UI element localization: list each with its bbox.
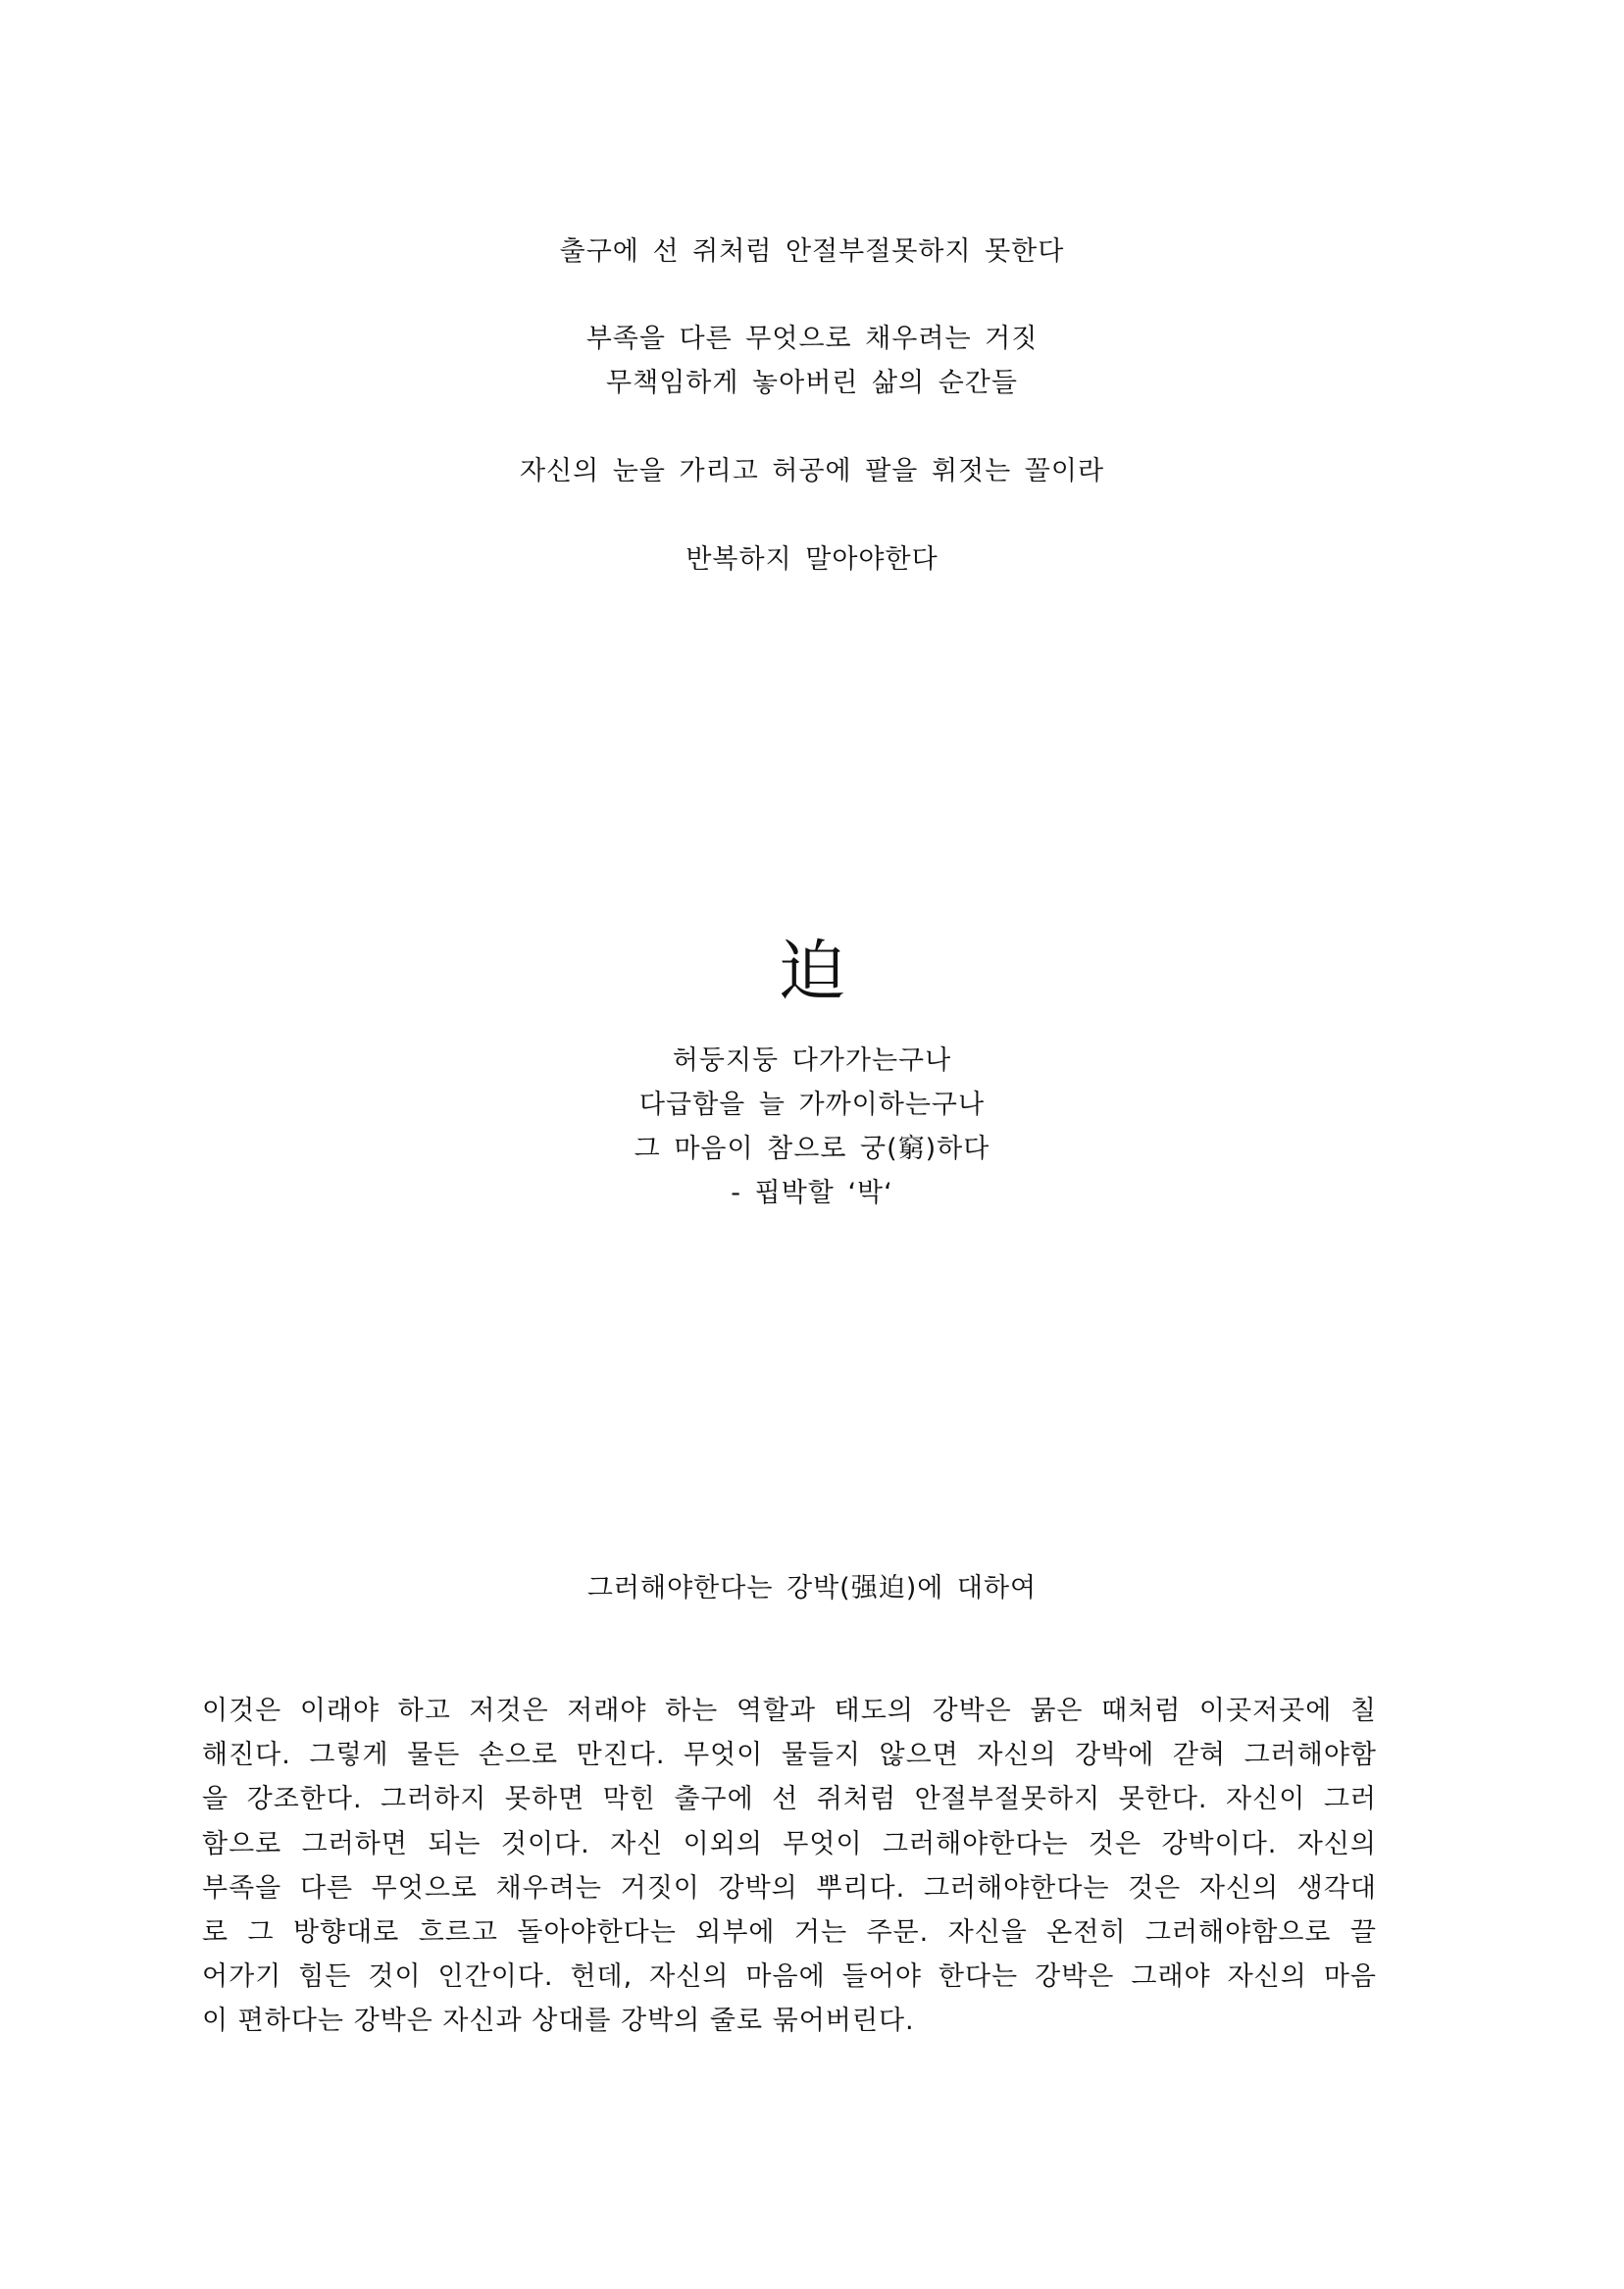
essay-line: 이것은 이래야 하고 저것은 저래야 하는 역할과 태도의 강박은 묽은 때처럼 이곳저곳에 칠 bbox=[202, 1696, 1377, 1726]
poem-line-2: 부족을 다른 무엇으로 채우려는 거짓 bbox=[585, 324, 1039, 354]
hanja-line-4: - 핍박할 ‘박‘ bbox=[731, 1178, 893, 1208]
essay-title: 그러해야한다는 강박(强迫)에 대하여 bbox=[586, 1573, 1038, 1603]
poem-line-4: 자신의 눈을 가리고 허공에 팔을 휘젓는 꼴이라 bbox=[519, 456, 1105, 486]
essay-paragraph bbox=[202, 1689, 1377, 2044]
poem-line-1: 출구에 선 쥐처럼 안절부절못하지 못한다 bbox=[559, 236, 1065, 267]
hanja-line-1: 허둥지둥 다가가는구나 bbox=[672, 1045, 952, 1076]
hanja-line-3: 그 마음이 참으로 궁(窮)하다 bbox=[634, 1134, 990, 1164]
poem-line-3: 무책임하게 놓아버린 삶의 순간들 bbox=[606, 368, 1018, 398]
essay-line: 어가기 힘든 것이 인간이다. 헌데, 자신의 마음에 들어야 한다는 강박은 그래야 자신의 마음 bbox=[202, 1961, 1377, 1993]
essay-line: 로 그 방향대로 흐르고 돌아야한다는 외부에 거는 주문. 자신을 온전히 그러해야함으로 끌 bbox=[202, 1917, 1377, 1949]
essay-line: 해진다. 그렇게 물든 손으로 만진다. 무엇이 물들지 않으면 자신의 강박에 갇혀 그러해야함 bbox=[202, 1740, 1377, 1771]
essay-line: 부족을 다른 무엇으로 채우려는 거짓이 강박의 뿌리다. 그러해야한다는 것은 자신의 생각대 bbox=[202, 1872, 1377, 1904]
hanja-character: 迫 bbox=[778, 934, 845, 1011]
essay-line: 함으로 그러하면 되는 것이다. 자신 이외의 무엇이 그러해야한다는 것은 강박이다. 자신의 bbox=[202, 1828, 1377, 1859]
essay-line: 이 편하다는 강박은 자신과 상대를 강박의 줄로 묶어버린다. bbox=[202, 2006, 915, 2037]
poem-line-5: 반복하지 말아야한다 bbox=[685, 544, 939, 575]
hanja-line-2: 다급함을 늘 가까이하는구나 bbox=[638, 1090, 986, 1120]
essay-line: 을 강조한다. 그러하지 못하면 막힌 출구에 선 쥐처럼 안절부절못하지 못한다. 자신이 그러 bbox=[202, 1784, 1377, 1815]
